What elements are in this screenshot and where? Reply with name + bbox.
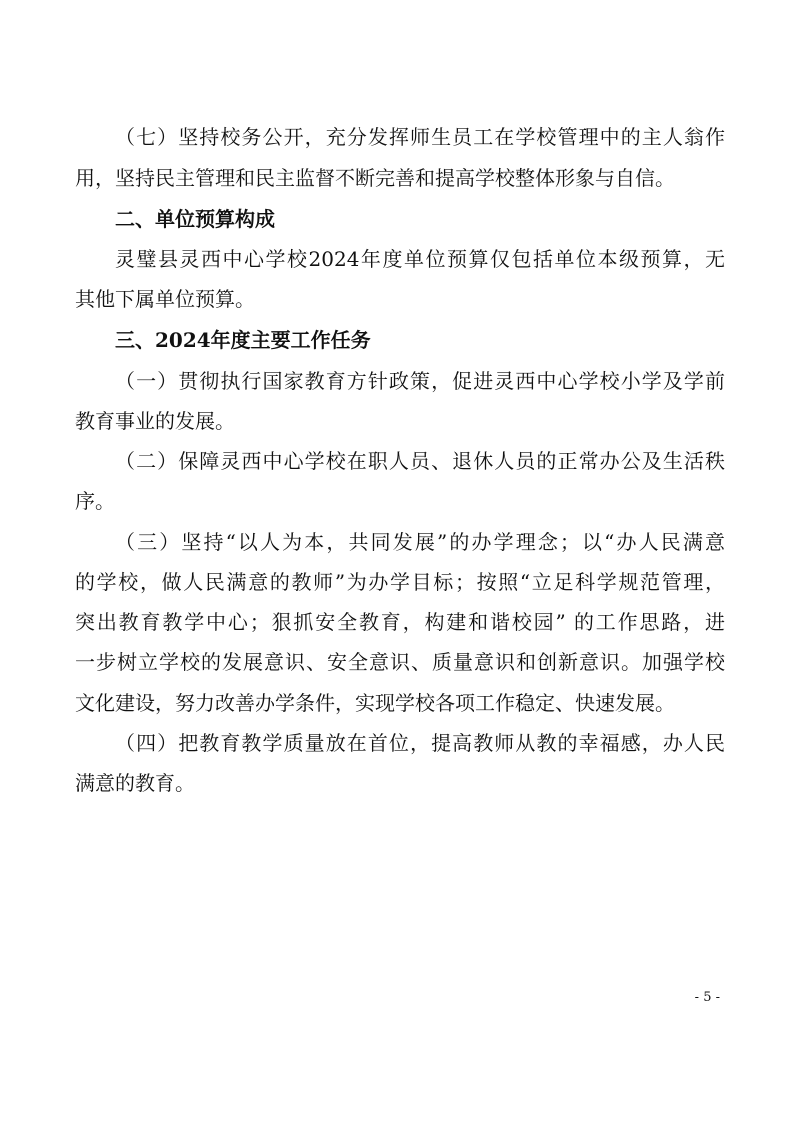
task-four-line-2: 满意的教育。 bbox=[75, 771, 195, 795]
task-one-line-1: （一）贯彻执行国家教育方针政策，促进灵西中心学校小学及学前 bbox=[115, 369, 725, 393]
section-heading-main-tasks: 三、2024年度主要工作任务 bbox=[115, 328, 371, 352]
task-three-line-4: 一步树立学校的发展意识、安全意识、质量意识和创新意识。加强学校 bbox=[75, 650, 725, 674]
task-three-line-5: 文化建设，努力改善办学条件，实现学校各项工作稳定、快速发展。 bbox=[75, 691, 675, 715]
task-three-line-2: 的学校，做人民满意的教师”为办学目标；按照“立足科学规范管理， bbox=[75, 570, 725, 594]
task-three-line-3: 突出教育教学中心；狠抓安全教育，构建和谐校园” 的工作思路，进 bbox=[75, 610, 725, 634]
budget-paragraph-line-1: 灵璧县灵西中心学校2024年度单位预算仅包括单位本级预算，无 bbox=[115, 247, 725, 271]
task-three-line-1: （三）坚持“以人为本，共同发展”的办学理念；以“办人民满意 bbox=[115, 530, 725, 554]
task-four-line-1: （四）把教育教学质量放在首位，提高教师从教的幸福感，办人民 bbox=[115, 731, 725, 755]
task-two-line-1: （二）保障灵西中心学校在职人员、退休人员的正常办公及生活秩 bbox=[115, 449, 725, 473]
paragraph-seven-line-2: 用，坚持民主管理和民主监督不断完善和提高学校整体形象与自信。 bbox=[75, 166, 675, 190]
task-one-line-2: 教育事业的发展。 bbox=[75, 409, 235, 433]
section-heading-budget-composition: 二、单位预算构成 bbox=[115, 207, 275, 231]
task-two-line-2: 序。 bbox=[75, 489, 115, 513]
page-number: - 5 - bbox=[694, 990, 720, 1005]
paragraph-seven-line-1: （七）坚持校务公开，充分发挥师生员工在学校管理中的主人翁作 bbox=[115, 125, 725, 149]
budget-paragraph-line-2: 其他下属单位预算。 bbox=[75, 287, 255, 311]
